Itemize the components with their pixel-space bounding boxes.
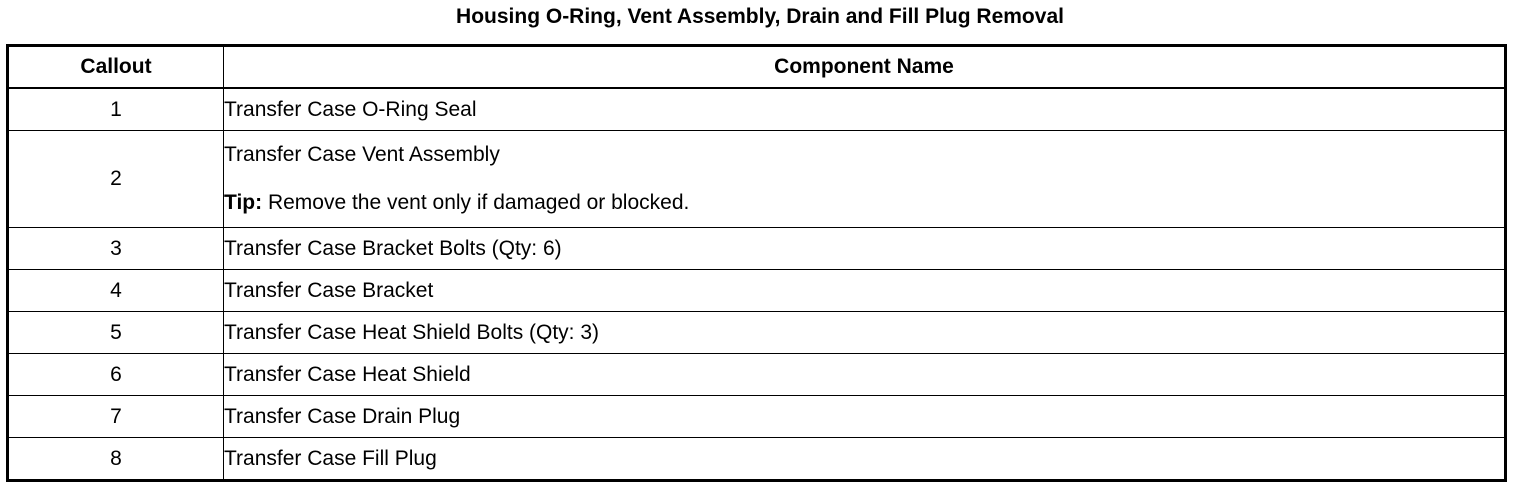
- component-name: Transfer Case Bracket Bolts (Qty: 6): [224, 228, 1506, 270]
- callout-number: 3: [8, 228, 224, 270]
- callout-column-header: Callout: [8, 46, 224, 89]
- page-title: Housing O-Ring, Vent Assembly, Drain and Fill Plug Removal: [456, 5, 1064, 28]
- callout-number: 4: [8, 270, 224, 312]
- component-name-column-header: Component Name: [224, 46, 1506, 89]
- component-cell: [224, 131, 1506, 228]
- callout-number: 6: [8, 354, 224, 396]
- callout-number: 7: [8, 396, 224, 438]
- callout-number: 2: [8, 131, 224, 228]
- component-name: Transfer Case Fill Plug: [224, 438, 1506, 481]
- table-row: [8, 270, 1506, 312]
- table-row: [8, 438, 1506, 481]
- table-row: [8, 88, 1506, 131]
- table-header-row: [8, 46, 1506, 89]
- tip-text: Remove the vent only if damaged or blocked.: [262, 191, 690, 214]
- table-row: [8, 354, 1506, 396]
- table-row: [8, 228, 1506, 270]
- tip-note: [224, 191, 1504, 215]
- component-name: Transfer Case Drain Plug: [224, 396, 1506, 438]
- callout-number: 8: [8, 438, 224, 481]
- callout-number: 5: [8, 312, 224, 354]
- table-row: [8, 312, 1506, 354]
- component-name: Transfer Case Heat Shield Bolts (Qty: 3): [224, 312, 1506, 354]
- component-name: Transfer Case Heat Shield: [224, 354, 1506, 396]
- callout-number: 1: [8, 88, 224, 131]
- table-row: [8, 396, 1506, 438]
- component-name: Transfer Case Vent Assembly: [224, 143, 500, 166]
- component-name: Transfer Case Bracket: [224, 270, 1506, 312]
- tip-label: Tip:: [224, 191, 263, 214]
- components-table: [6, 44, 1507, 482]
- component-name: Transfer Case O-Ring Seal: [224, 88, 1506, 131]
- table-row: [8, 131, 1506, 228]
